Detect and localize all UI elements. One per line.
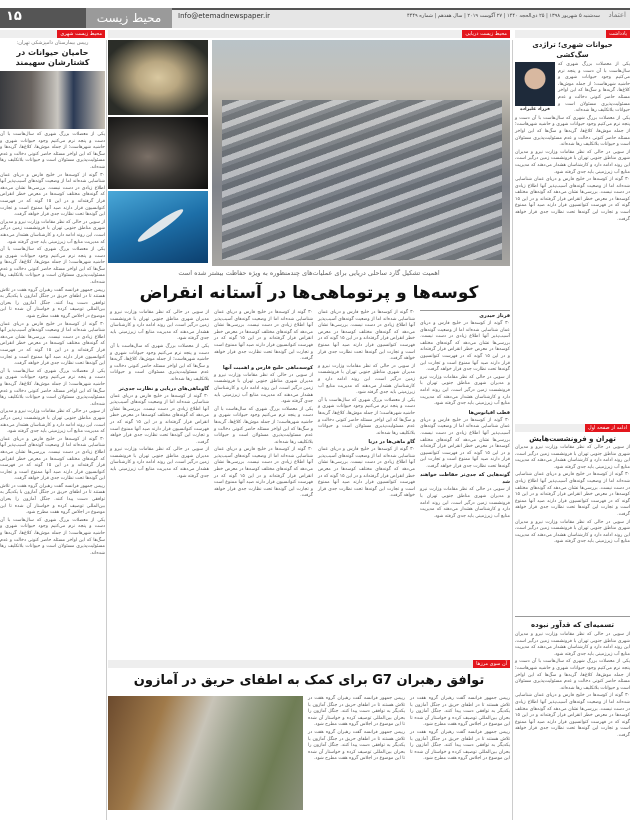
sawfish-photo bbox=[108, 191, 208, 263]
article-column bbox=[318, 310, 415, 501]
section-label: ادامه از صفحه اول bbox=[585, 424, 630, 432]
label-bar-left bbox=[0, 30, 105, 38]
article-text: ۳۰ گونه از کوسه‌ها در خلیج فارس و دریای عمان شناسایی شده‌اند اما از وضعیت گونه‌های آسیب‌پذیر آنها اطلاع زیادی در دست نیست. بررسی‌ها نشان می‌دهد که گونه‌های مختلف کوسه‌ها در معرض خطر انقراض قرار گرفته‌اند و در این ۱۵ گونه که در فهرست کنوانسیون قرار دارند صید آنها ممنوع است و تجارت این گونه‌ها تحت نظارت جدی قرار خواهد گرفت. bbox=[318, 447, 415, 499]
right-bottom-title: تسمیه‌ای که قدآور نبوده bbox=[515, 616, 630, 630]
editorial bbox=[515, 40, 630, 224]
subhead: قطب اقیانوس‌ها bbox=[468, 409, 510, 416]
section-title: محیط زیست bbox=[86, 8, 172, 28]
story-body: یکی از معضلات بزرگ شهری که سال‌هاست با آن دست و پنجه نرم می‌کنیم وجود حیوانات شهری و حاشیه شهرهاست؛ از جمله موش‌ها، کلاغ‌ها، گربه‌ها و سگ‌ها که این اواخر مسئله حاضر کنونی دخالت و عدم مسئولیت‌پذیری مسئولان است و حیوانات بلاتکلیف رها شده‌اند. ۳۰ گونه از کوسه‌ها در خلیج فارس و دریای عمان شناسایی شده‌اند اما از وضعیت گونه‌های آسیب‌پذیر آنها اطلاع زیادی در دست نیست. بررسی‌ها نشان می‌دهد که گونه‌های مختلف کوسه‌ها در معرض خطر انقراض قرار گرفته‌اند و در این ۱۵ گونه که در فهرست کنوانسیون قرار دارند صید آنها ممنوع است و تجارت این گونه‌ها تحت نظارت جدی قرار خواهد گرفت. از سویی در حالی که نظر مقامات وزارت نیرو و مدیران شهری مناطق جنوبی تهران با فرونشست زمین درگیر است، این روند ادامه دارد و کارشناسان هشدار می‌دهند که مدیریت منابع آب زیرزمینی باید جدی گرفته شود. یکی از معضلات بزرگ شهری که سال‌هاست با آن دست و پنجه نرم می‌کنیم وجود حیوانات شهری و حاشیه شهرهاست؛ از جمله موش‌ها، کلاغ‌ها، گربه‌ها و سگ‌ها که این اواخر مسئله حاضر کنونی دخالت و عدم مسئولیت‌پذیری مسئولان است و حیوانات بلاتکلیف رها شده‌اند. رییس جمهور فرانسه گفت رهبران گروه هفت در تلاش هستند تا در اطفای حریق در جنگل آمازون با یکدیگر به توافقی دست پیدا کنند. جنگل آمازون را بحران بین‌المللی توصیف کرده و خواستار آن شده تا این موضوع در اجلاس گروه هفت مطرح شود. ۳۰ گونه از کوسه‌ها در خلیج فارس و دریای عمان شناسایی شده‌اند اما از وضعیت گونه‌های آسیب‌پذیر آنها اطلاع زیادی در دست نیست. بررسی‌ها نشان می‌دهد که گونه‌های مختلف کوسه‌ها در معرض خطر انقراض قرار گرفته‌اند و در این ۱۵ گونه که در فهرست کنوانسیون قرار دارند صید آنها ممنوع است و تجارت این گونه‌ها تحت نظارت جدی قرار خواهد گرفت. یکی از معضلات بزرگ شهری که سال‌هاست با آن دست و پنجه نرم می‌کنیم وجود حیوانات شهری و حاشیه شهرهاست؛ از جمله موش‌ها، کلاغ‌ها، گربه‌ها و سگ‌ها که این اواخر مسئله حاضر کنونی دخالت و عدم مسئولیت‌پذیری مسئولان است و حیوانات بلاتکلیف رها شده‌اند. از سویی در حالی که نظر مقامات وزارت نیرو و مدیران شهری مناطق جنوبی تهران با فرونشست زمین درگیر است، این روند ادامه دارد و کارشناسان هشدار می‌دهند که مدیریت منابع آب زیرزمینی باید جدی گرفته شود. ۳۰ گونه از کوسه‌ها در خلیج فارس و دریای عمان شناسایی شده‌اند اما از وضعیت گونه‌های آسیب‌پذیر آنها اطلاع زیادی در دست نیست. بررسی‌ها نشان می‌دهد که گونه‌های مختلف کوسه‌ها در معرض خطر انقراض قرار گرفته‌اند و در این ۱۵ گونه که در فهرست کنوانسیون قرار دارند صید آنها ممنوع است و تجارت این گونه‌ها تحت نظارت جدی قرار خواهد گرفت. رییس جمهور فرانسه گفت رهبران گروه هفت در تلاش هستند تا در اطفای حریق در جنگل آمازون با یکدیگر به توافقی دست پیدا کنند. جنگل آمازون را بحران بین‌المللی توصیف کرده و خواستار آن شده تا این موضوع در اجلاس گروه هفت مطرح شود. یکی از معضلات بزرگ شهری که سال‌هاست با آن دست و پنجه نرم می‌کنیم وجود حیوانات شهری و حاشیه شهرهاست؛ از جمله موش‌ها، کلاغ‌ها، گربه‌ها و سگ‌ها که این اواخر مسئله حاضر کنونی دخالت و عدم مسئولیت‌پذیری مسئولان است و حیوانات بلاتکلیف رها شده‌اند. bbox=[0, 132, 105, 556]
continued-title: تهران و فرونشست‌هایش bbox=[529, 435, 616, 443]
article-text: یکی از معضلات بزرگ شهری که سال‌هاست با آن دست و پنجه نرم می‌کنیم وجود حیوانات شهری و حاشیه شهرهاست؛ از جمله موش‌ها، کلاغ‌ها، گربه‌ها و سگ‌ها که این اواخر مسئله حاضر کنونی دخالت و عدم مسئولیت‌پذیری مسئولان است و حیوانات بلاتکلیف رها شده‌اند. bbox=[214, 406, 313, 445]
section-label: محیط زیست دریایی bbox=[462, 30, 510, 38]
byline: فرناز حیدری bbox=[420, 310, 510, 320]
main-photo-sharks bbox=[212, 40, 510, 266]
left-story bbox=[0, 40, 105, 558]
ray-photo bbox=[108, 117, 208, 189]
article-text: از سویی در حالی که نظر مقامات وزارت نیرو و مدیران شهری مناطق جنوبی تهران با فرونشست زمین درگیر است، این روند ادامه دارد و کارشناسان هشدار می‌دهند که مدیریت منابع آب زیرزمینی باید جدی گرفته شود. bbox=[420, 487, 510, 519]
label-bar-center bbox=[108, 30, 510, 38]
article-text: از سویی در حالی که نظر مقامات وزارت نیرو و مدیران شهری مناطق جنوبی تهران با فرونشست زمین درگیر است، این روند ادامه دارد و کارشناسان هشدار می‌دهند که مدیریت منابع آب زیرزمینی باید جدی گرفته شود. bbox=[420, 374, 510, 407]
column-rule bbox=[512, 40, 513, 820]
newspaper-logo: اعتماد bbox=[608, 11, 626, 19]
editorial-text: یکی از معضلات بزرگ شهری که سال‌هاست با آن دست و پنجه نرم می‌کنیم وجود حیوانات شهری و حاشیه شهرهاست؛ از جمله موش‌ها، کلاغ‌ها، گربه‌ها و سگ‌ها که این اواخر مسئله حاضر کنونی دخالت و عدم مسئولیت‌پذیری مسئولان است و حیوانات بلاتکلیف رها شده‌اند. از سویی در حالی که نظر مقامات وزارت نیرو و مدیران شهری مناطق جنوبی تهران با فرونشست زمین درگیر است، این روند ادامه دارد و کارشناسان هشدار می‌دهند که مدیریت منابع آب زیرزمینی باید جدی گرفته شود. ۳۰ گونه از کوسه‌ها در خلیج فارس و دریای عمان شناسایی شده‌اند اما از وضعیت گونه‌های آسیب‌پذیر آنها اطلاع زیادی در دست نیست. بررسی‌ها نشان می‌دهد که گونه‌های مختلف کوسه‌ها در معرض خطر انقراض قرار گرفته‌اند و در این ۱۵ گونه که در فهرست کنوانسیون قرار دارند صید آنها ممنوع است و تجارت این گونه‌ها تحت نظارت جدی قرار خواهد گرفت. bbox=[515, 115, 630, 222]
article-text: از سویی در حالی که نظر مقامات وزارت نیرو و مدیران شهری مناطق جنوبی تهران با فرونشست زمین درگیر است، این روند ادامه دارد و کارشناسان هشدار می‌دهند که مدیریت منابع آب زیرزمینی باید جدی گرفته شود. bbox=[214, 372, 313, 405]
article-column bbox=[214, 310, 313, 501]
editorial-text: یکی از معضلات بزرگ شهری که سال‌هاست با آن دست و پنجه نرم می‌کنیم وجود حیوانات شهری و حاشیه شهرهاست؛ از جمله موش‌ها، کلاغ‌ها، گربه‌ها و سگ‌ها که این اواخر مسئله حاضر کنونی دخالت و عدم مسئولیت‌پذیری مسئولان است و حیوانات بلاتکلیف رها شده‌اند. bbox=[558, 62, 630, 114]
article-text: از سویی در حالی که نظر مقامات وزارت نیرو و مدیران شهری مناطق جنوبی تهران با فرونشست زمین درگیر است، این روند ادامه دارد و کارشناسان هشدار می‌دهند که مدیریت منابع آب زیرزمینی باید جدی گرفته شود. bbox=[110, 447, 209, 479]
editorial-title: حیوانات شهری؛ تراژدی سگ‌کشی bbox=[532, 41, 613, 59]
author-photo bbox=[515, 62, 555, 106]
section-label: یادداشت bbox=[606, 30, 630, 38]
article-text: ۳۰ گونه از کوسه‌ها در خلیج فارس و دریای عمان شناسایی شده‌اند اما از وضعیت گونه‌های آسیب‌پذیر آنها اطلاع زیادی در دست نیست. بررسی‌ها نشان می‌دهد که گونه‌های مختلف کوسه‌ها در معرض خطر انقراض قرار گرفته‌اند و در این ۱۵ گونه که در فهرست کنوانسیون قرار دارند صید آنها ممنوع است و تجارت این گونه‌ها تحت نظارت جدی قرار خواهد گرفت. bbox=[110, 393, 209, 445]
article-text: ۳۰ گونه از کوسه‌ها در خلیج فارس و دریای عمان شناسایی شده‌اند اما از وضعیت گونه‌های آسیب‌پذیر آنها اطلاع زیادی در دست نیست. بررسی‌ها نشان می‌دهد که گونه‌های مختلف کوسه‌ها در معرض خطر انقراض قرار گرفته‌اند و در این ۱۵ گونه که در فهرست کنوانسیون قرار دارند صید آنها ممنوع است و تجارت این گونه‌ها تحت نظارت جدی قرار خواهد گرفت. bbox=[214, 447, 313, 499]
label-bar-right bbox=[515, 30, 630, 38]
article-text: ۳۰ گونه از کوسه‌ها در خلیج فارس و دریای عمان شناسایی شده‌اند اما از وضعیت گونه‌های آسیب‌پذیر آنها اطلاع زیادی در دست نیست. بررسی‌ها نشان می‌دهد که گونه‌های مختلف کوسه‌ها در معرض خطر انقراض قرار گرفته‌اند و در این ۱۵ گونه که در فهرست کنوانسیون قرار دارند صید آنها ممنوع است و تجارت این گونه‌ها تحت نظارت جدی قرار خواهد گرفت. bbox=[318, 310, 415, 362]
story-photo bbox=[0, 71, 105, 129]
continued-text: از سویی در حالی که نظر مقامات وزارت نیرو و مدیران شهری مناطق جنوبی تهران با فرونشست زمین درگیر است، این روند ادامه دارد و کارشناسان هشدار می‌دهند که مدیریت منابع آب زیرزمینی باید جدی گرفته شود. ۳۰ گونه از کوسه‌ها در خلیج فارس و دریای عمان شناسایی شده‌اند اما از وضعیت گونه‌های آسیب‌پذیر آنها اطلاع زیادی در دست نیست. بررسی‌ها نشان می‌دهد که گونه‌های مختلف کوسه‌ها در معرض خطر انقراض قرار گرفته‌اند و در این ۱۵ گونه که در فهرست کنوانسیون قرار دارند صید آنها ممنوع است و تجارت این گونه‌ها تحت نظارت جدی قرار خواهد گرفت. از سویی در حالی که نظر مقامات وزارت نیرو و مدیران شهری مناطق جنوبی تهران با فرونشست زمین درگیر است، این روند ادامه دارد و کارشناسان هشدار می‌دهند که مدیریت منابع آب زیرزمینی باید جدی گرفته شود. bbox=[515, 445, 630, 545]
story-kicker: رییس بیمارستان دامپزشکی تهران: bbox=[16, 40, 89, 46]
article-text: از سویی در حالی که نظر مقامات وزارت نیرو و مدیران شهری مناطق جنوبی تهران با فرونشست زمین درگیر است، این روند ادامه دارد و کارشناسان هشدار می‌دهند که مدیریت منابع آب زیرزمینی باید جدی گرفته شود. bbox=[110, 310, 209, 342]
right-bottom-section bbox=[515, 616, 630, 741]
main-headline: کوسه‌ها و پرتوماهی‌ها در آستانه انقراض bbox=[139, 283, 479, 303]
world-headline: توافق رهبران G7 برای کمک به اطفای حریق در آمازون bbox=[133, 673, 485, 688]
article-text: یکی از معضلات بزرگ شهری که سال‌هاست با آن دست و پنجه نرم می‌کنیم وجود حیوانات شهری و حاشیه شهرهاست؛ از جمله موش‌ها، کلاغ‌ها، گربه‌ها و سگ‌ها که این اواخر مسئله حاضر کنونی دخالت و عدم مسئولیت‌پذیری مسئولان است و حیوانات بلاتکلیف رها شده‌اند. bbox=[318, 397, 415, 436]
article-column bbox=[110, 310, 209, 481]
label-bar-continued bbox=[515, 424, 630, 432]
issue-date: سه‌شنبه ۵ شهریور ۱۳۹۸ | ۲۵ ذی‌الحجه ۱۴۴۰ | ۲۷ آگوست ۲۰۱۹ | سال هفدهم | شماره ۴۴۴۹ bbox=[406, 13, 600, 19]
article-text: از سویی در حالی که نظر مقامات وزارت نیرو و مدیران شهری مناطق جنوبی تهران با فرونشست زمین درگیر است، این روند ادامه دارد و کارشناسان هشدار می‌دهند که مدیریت منابع آب زیرزمینی باید جدی گرفته شود. bbox=[318, 363, 415, 396]
subhead: گونه‌هایی که جدی‌تر حفاظت خواهند شد bbox=[420, 472, 510, 486]
author-name: فرزاد علیزاده bbox=[520, 107, 550, 112]
subhead: گاو ماهی‌ها در دریا bbox=[368, 439, 415, 446]
article-text: ۳۰ گونه از کوسه‌ها در خلیج فارس و دریای عمان شناسایی شده‌اند اما از وضعیت گونه‌های آسیب‌پذیر آنها اطلاع زیادی در دست نیست. بررسی‌ها نشان می‌دهد که گونه‌های مختلف کوسه‌ها در معرض خطر انقراض قرار گرفته‌اند و در این ۱۵ گونه که در فهرست کنوانسیون قرار دارند صید آنها ممنوع است و تجارت این گونه‌ها تحت نظارت جدی قرار خواهد گرفت. bbox=[420, 417, 510, 469]
email-link[interactable]: Info@etemadnewspaper.ir bbox=[178, 12, 271, 20]
page-number: ۱۵ bbox=[0, 8, 86, 28]
article-text: ۳۰ گونه از کوسه‌ها در خلیج فارس و دریای عمان شناسایی شده‌اند اما از وضعیت گونه‌های آسیب‌پذیر آنها اطلاع زیادی در دست نیست. بررسی‌ها نشان می‌دهد که گونه‌های مختلف کوسه‌ها در معرض خطر انقراض قرار گرفته‌اند و در این ۱۵ گونه که در فهرست کنوانسیون قرار دارند صید آنها ممنوع است و تجارت این گونه‌ها تحت نظارت جدی قرار خواهد گرفت. bbox=[214, 310, 313, 362]
article-column bbox=[420, 310, 510, 521]
world-text: رییس جمهور فرانسه گفت رهبران گروه هفت در تلاش هستند تا در اطفای حریق در جنگل آمازون با یکدیگر به توافقی دست پیدا کنند. جنگل آمازون را بحران بین‌المللی توصیف کرده و خواستار آن شده تا این موضوع در اجلاس گروه هفت مطرح شود. رییس جمهور فرانسه گفت رهبران گروه هفت در تلاش هستند تا در اطفای حریق در جنگل آمازون با یکدیگر به توافقی دست پیدا کنند. جنگل آمازون را بحران بین‌المللی توصیف کرده و خواستار آن شده تا این موضوع در اجلاس گروه هفت مطرح شود. bbox=[410, 696, 510, 762]
story-title: حامیان حیوانات در کشتارشان سهیمند bbox=[15, 48, 90, 67]
column-rule bbox=[106, 40, 107, 820]
shark-photo-1 bbox=[108, 40, 208, 115]
right-bottom-text: از سویی در حالی که نظر مقامات وزارت نیرو و مدیران شهری مناطق جنوبی تهران با فرونشست زمین درگیر است، این روند ادامه دارد و کارشناسان هشدار می‌دهند که مدیریت منابع آب زیرزمینی باید جدی گرفته شود. یکی از معضلات بزرگ شهری که سال‌هاست با آن دست و پنجه نرم می‌کنیم وجود حیوانات شهری و حاشیه شهرهاست؛ از جمله موش‌ها، کلاغ‌ها، گربه‌ها و سگ‌ها که این اواخر مسئله حاضر کنونی دخالت و عدم مسئولیت‌پذیری مسئولان است و حیوانات بلاتکلیف رها شده‌اند. ۳۰ گونه از کوسه‌ها در خلیج فارس و دریای عمان شناسایی شده‌اند اما از وضعیت گونه‌های آسیب‌پذیر آنها اطلاع زیادی در دست نیست. بررسی‌ها نشان می‌دهد که گونه‌های مختلف کوسه‌ها در معرض خطر انقراض قرار گرفته‌اند و در این ۱۵ گونه که در فهرست کنوانسیون قرار دارند صید آنها ممنوع است و تجارت این گونه‌ها تحت نظارت جدی قرار خواهد گرفت. bbox=[515, 632, 630, 738]
continued-section bbox=[515, 424, 630, 547]
label-bar-world bbox=[108, 660, 510, 668]
section-label: محیط زیست شهری bbox=[57, 30, 105, 38]
world-text: رییس جمهور فرانسه گفت رهبران گروه هفت در تلاش هستند تا در اطفای حریق در جنگل آمازون با یکدیگر به توافقی دست پیدا کنند. جنگل آمازون را بحران بین‌المللی توصیف کرده و خواستار آن شده تا این موضوع در اجلاس گروه هفت مطرح شود. رییس جمهور فرانسه گفت رهبران گروه هفت در تلاش هستند تا در اطفای حریق در جنگل آمازون با یکدیگر به توافقی دست پیدا کنند. جنگل آمازون را بحران بین‌المللی توصیف کرده و خواستار آن شده تا این موضوع در اجلاس گروه هفت مطرح شود. bbox=[308, 696, 405, 762]
section-label: آن سوی مرزها bbox=[473, 660, 510, 668]
article-text: ۳۰ گونه از کوسه‌ها در خلیج فارس و دریای عمان شناسایی شده‌اند اما از وضعیت گونه‌های آسیب‌پذیر آنها اطلاع زیادی در دست نیست. بررسی‌ها نشان می‌دهد که گونه‌های مختلف کوسه‌ها در معرض خطر انقراض قرار گرفته‌اند و در این ۱۵ گونه که در فهرست کنوانسیون قرار دارند صید آنها ممنوع است و تجارت این گونه‌ها تحت نظارت جدی قرار خواهد گرفت. bbox=[420, 321, 510, 373]
article-text: یکی از معضلات بزرگ شهری که سال‌هاست با آن دست و پنجه نرم می‌کنیم وجود حیوانات شهری و حاشیه شهرهاست؛ از جمله موش‌ها، کلاغ‌ها، گربه‌ها و سگ‌ها که این اواخر مسئله حاضر کنونی دخالت و عدم مسئولیت‌پذیری مسئولان است و حیوانات بلاتکلیف رها شده‌اند. bbox=[110, 343, 209, 382]
amazon-fire-photo bbox=[108, 696, 303, 810]
subhead: کوسه‌ماهی خلیج فارس و اهمیت آنها bbox=[222, 364, 313, 371]
main-subtitle: اهمیت تشکیل گارد ساحلی دریایی برای عملیات‌های چندمنظوره به ویژه حفاظت بیشتر شده است bbox=[178, 269, 440, 277]
subhead: گاوماهی‌های دریایی و نظارت جدی‌تر bbox=[118, 385, 209, 392]
